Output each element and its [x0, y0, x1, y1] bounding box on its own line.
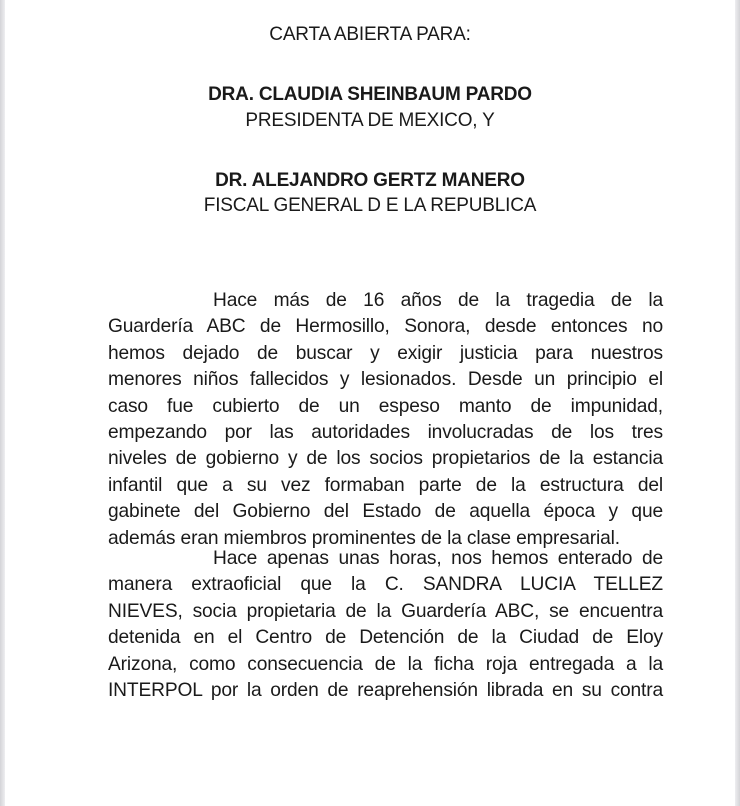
paragraph-line: INTERPOL por la orden de reaprehensión librada en su contra	[108, 680, 663, 702]
paragraph-line: niveles de gobierno y de los socios propietarios de la estancia	[108, 448, 663, 470]
paragraph-line: Arizona, como consecuencia de la ficha roja entregada a la	[108, 653, 663, 675]
recipient-title-2: FISCAL GENERAL D E LA REPUBLICA	[203, 195, 537, 216]
paragraph-line: Guardería ABC de Hermosillo, Sonora, desde entonces no	[108, 316, 663, 338]
letter-page	[5, 0, 735, 806]
paragraph-line: gabinete del Gobierno del Estado de aquella época y que	[108, 501, 663, 523]
paragraph-line: NIEVES, socia propietaria de la Guardería ABC, se encuentra	[108, 600, 663, 622]
paragraph-line: Hace apenas unas horas, nos hemos enterado de	[213, 548, 663, 569]
letter-heading: CARTA ABIERTA PARA:	[269, 24, 471, 45]
page-edge-right	[735, 0, 740, 806]
paragraph-line: detenida en el Centro de Detención de la Ciudad de Eloy	[108, 627, 663, 649]
recipient-title-1: PRESIDENTA DE MEXICO, Y	[245, 110, 495, 131]
paragraph-2	[108, 546, 663, 704]
paragraph-line: caso fue cubierto de un espeso manto de impunidad,	[108, 395, 663, 417]
paragraph-line: menores niños fallecidos y lesionados. Desde un principio el	[108, 369, 663, 391]
paragraph-line: empezando por las autoridades involucradas de los tres	[108, 422, 663, 444]
paragraph-line: Hace más de 16 años de la tragedia de la	[213, 290, 663, 311]
recipient-name-2: DR. ALEJANDRO GERTZ MANERO	[215, 170, 525, 191]
paragraph-line: hemos dejado de buscar y exigir justicia para nuestros	[108, 342, 663, 364]
paragraph-line: infantil que a su vez formaban parte de la estructura del	[108, 474, 663, 496]
paragraph-1	[108, 288, 663, 552]
recipient-name-1: DRA. CLAUDIA SHEINBAUM PARDO	[208, 84, 532, 105]
paragraph-line: además eran miembros prominentes de la clase empresarial.	[108, 527, 620, 549]
paragraph-line: manera extraoficial que la C. SANDRA LUCIA TELLEZ	[108, 574, 663, 596]
